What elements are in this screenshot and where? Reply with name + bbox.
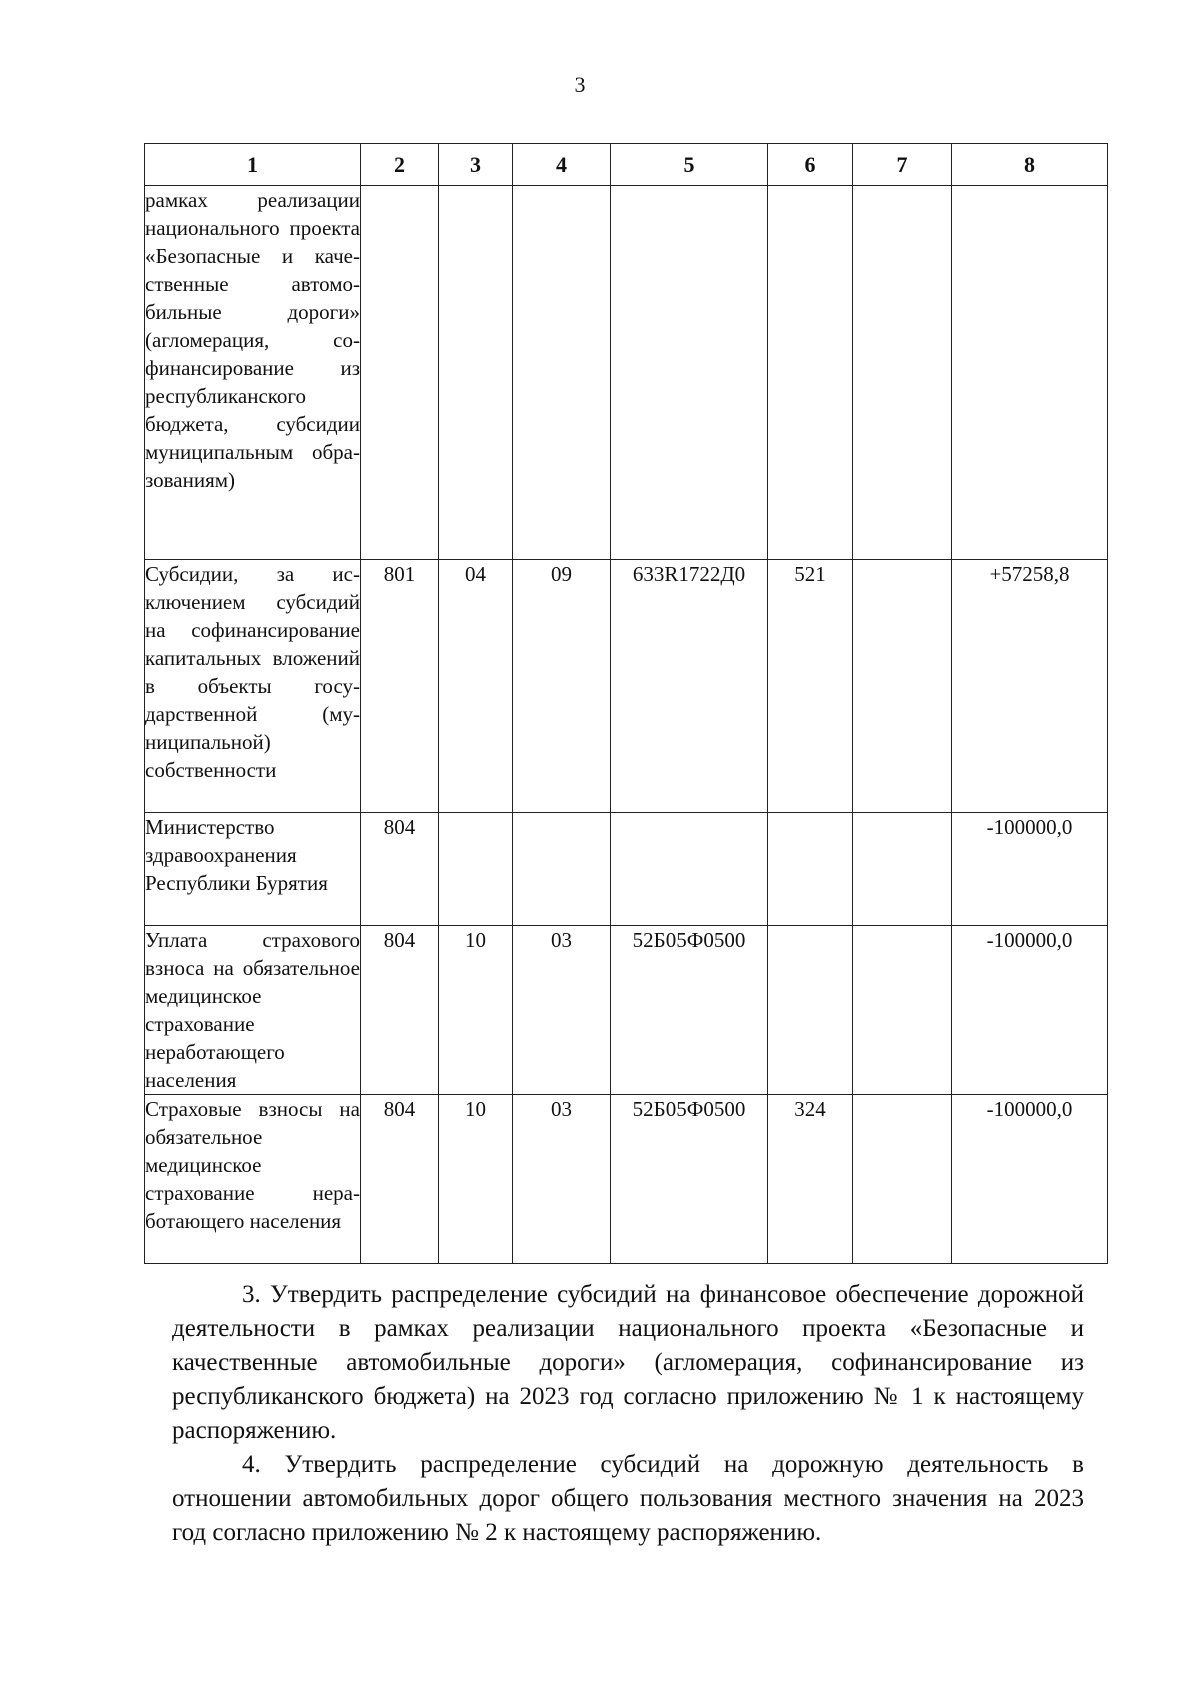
cell-amount: -100000,0 [952,926,1108,1095]
cell-col6 [768,186,853,560]
cell-col3 [439,813,513,926]
budget-table [144,143,1108,1264]
cell-col7 [853,926,952,1095]
row-description: Министерство здравоохранения Республики Бурятия [145,813,361,926]
column-header: 7 [853,144,952,186]
row-description: Страховые взносы на обязательное медицинское страхование неработающего населения [145,1095,361,1264]
cell-col2 [361,186,439,560]
cell-amount [952,186,1108,560]
cell-col5: 52Б05Ф0500 [611,1095,768,1264]
cell-col7 [853,813,952,926]
cell-col3 [439,186,513,560]
column-header: 2 [361,144,439,186]
cell-col4: 09 [513,560,611,813]
paragraph-4: 4. Утвердить распределение субсидий на дорожную деятельность в отношении автомобильных дорог общего пользования местного значения на 2023 год согласно приложению № 2 к настоящему распоряжению. [172,1451,1084,1546]
cell-col2: 804 [361,813,439,926]
cell-col3: 10 [439,1095,513,1264]
table-row [145,926,1108,1095]
cell-col7 [853,1095,952,1264]
row-description: Уплата страхового взноса на обязательное медицинское страхование неработающего населения [145,926,361,1095]
table-row [145,186,1108,560]
page-number: 3 [574,72,586,97]
cell-col3: 10 [439,926,513,1095]
cell-amount: -100000,0 [952,813,1108,926]
cell-col5: 52Б05Ф0500 [611,926,768,1095]
column-header: 1 [145,144,361,186]
column-header: 4 [513,144,611,186]
column-header: 8 [952,144,1108,186]
table-row [145,560,1108,813]
column-header: 3 [439,144,513,186]
cell-col6: 521 [768,560,853,813]
row-description: рамках реализации национального проекта «Безопасные и качественные автомобильные дороги» (агломерация, софинансирование из республиканского бюджета, субсидии муниципальным образованиям) [145,186,361,560]
cell-col5 [611,813,768,926]
cell-col4: 03 [513,926,611,1095]
column-header: 6 [768,144,853,186]
cell-col7 [853,560,952,813]
paragraph-3: 3. Утвердить распределение субсидий на финансовое обеспечение дорожной деятельности в рамках реализации национального проекта «Безопасные и качественные автомобильные дороги» (агломерация, софинансирование из республиканского бюджета) на 2023 год согласно приложению № 1 к настоящему распоряжению. [172,1281,1084,1444]
cell-amount: -100000,0 [952,1095,1108,1264]
table-header-row [145,144,1108,186]
cell-col4 [513,813,611,926]
table-row [145,1095,1108,1264]
cell-col6: 324 [768,1095,853,1264]
cell-col5: 633R1722Д0 [611,560,768,813]
cell-col6 [768,813,853,926]
cell-col3: 04 [439,560,513,813]
cell-col7 [853,186,952,560]
cell-col2: 801 [361,560,439,813]
table-row [145,813,1108,926]
cell-col4 [513,186,611,560]
cell-col6 [768,926,853,1095]
cell-col4: 03 [513,1095,611,1264]
cell-amount: +57258,8 [952,560,1108,813]
row-description: Субсидии, за исключением субсидий на софинансирование капитальных вложений в объекты государственной (муниципальной) собственности [145,560,361,813]
column-header: 5 [611,144,768,186]
cell-col2: 804 [361,926,439,1095]
cell-col2: 804 [361,1095,439,1264]
cell-col5 [611,186,768,560]
